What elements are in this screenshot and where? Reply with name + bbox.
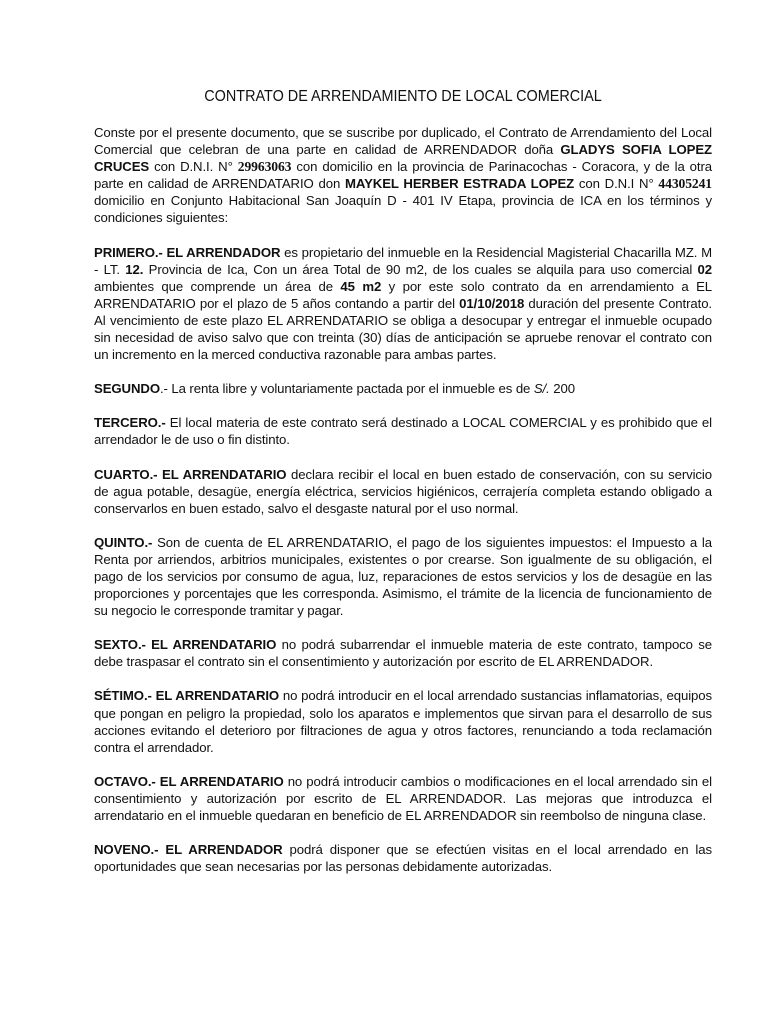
bold-run: GLADYS SOFIA LOPEZ CRUCES [94,142,712,175]
text-run: Conste por el presente documento, que se suscribe por duplicado, el Contrato de Arrendamiento del Local Comercial que celebran de una parte en calidad de ARRENDADOR doña [94,125,712,158]
bold-run: QUINTO.- [94,534,153,550]
text-run: con domicilio en la provincia de Parinacochas - Coracora, y de la otra parte en calidad de ARRENDATARIO don [94,159,713,192]
bold-run: OCTAVO.- EL ARRENDATARIO [94,773,284,789]
text-run: El local materia de este contrato será destinado a LOCAL COMERCIAL y es prohibido que el arrendador le de uso o fin distinto. [94,415,712,448]
bold-run: NOVENO.- EL ARRENDADOR [94,842,283,858]
text-run: ambientes que comprende un área de [94,278,341,294]
text-run: no podrá introducir cambios o modificaciones en el local arrendado sin el consentimiento y autorización por escrito de EL ARRENDADOR. Las mejoras que introduzca el arrendatario en el inmueble quedaran en beneficio de EL ARRENDADOR sin reembolso de ninguna clase. [94,773,712,823]
bold-run: 45 m2 [340,278,382,294]
clause-quinto [94,534,712,619]
dni-number: 29963063 [237,159,292,175]
bold-run: 01/10/2018 [459,295,525,311]
bold-run: SÉTIMO.- EL ARRENDATARIO [94,688,280,704]
document-title: CONTRATO DE ARRENDAMIENTO DE LOCAL COMERCIAL [204,88,602,105]
text-run: es propietario del inmueble en la Residencial Magisterial Chacarilla MZ. M - LT. [94,244,712,277]
text-run: domicilio en Conjunto Habitacional San Joaquín D - 401 IV Etapa, provincia de ICA en los términos y condiciones siguientes: [94,193,712,226]
text-run: 200 [549,381,575,397]
text-run: no podrá introducir en el local arrendado sustancias inflamatorias, equipos que pongan en peligro la propiedad, solo los aparatos e implementos que sirvan para el desarrollo de sus acciones evitando el deterioro por filtraciones de agua y otros factores, renunciando a toda reclamación contra el arrendador. [94,688,712,755]
italic-run: S/. [533,381,550,397]
bold-run: TERCERO.- [94,415,166,431]
text-run: podrá disponer que se efectúen visitas en el local arrendado en las oportunidades que sean necesarias por las personas debidamente autorizadas. [94,842,712,875]
text-run: con D.N.I. N° [149,159,238,175]
text-run: Provincia de Ica, Con un área Total de 90 m2, de los cuales se alquila para uso comercial [143,261,698,277]
text-run: y por este solo contrato da en arrendamiento a EL ARRENDATARIO por el plazo de 5 años contando a partir del [94,278,712,311]
bold-run: CUARTO.- EL ARRENDATARIO [94,466,287,482]
intro-paragraph [94,124,712,227]
text-run: no podrá subarrendar el inmueble materia de este contrato, tampoco se debe traspasar el contrato sin el consentimiento y autorización por escrito de EL ARRENDADOR. [94,637,712,670]
clause-segundo [94,380,712,397]
text-run: con D.N.I N° [574,176,659,192]
text-run: declara recibir el local en buen estado de conservación, con su servicio de agua potable, desagüe, energía eléctrica, servicios higiénicos, cerrajería completa estando obligado a conservarlos en buen estado, salvo el desgaste natural por el uso normal. [94,466,712,516]
dni-number: 44305241 [658,176,712,192]
clause-sexto [94,636,712,670]
clause-primero [94,244,712,364]
text-run: duración del presente Contrato. Al vencimiento de este plazo EL ARRENDATARIO se obliga a desocupar y entregar el inmueble ocupado sin necesidad de aviso salvo que con treinta (30) días de anticipación se apruebe renovar el contrato con un incremento en la merced conductiva razonable para ambas partes. [94,295,712,363]
bold-run: PRIMERO.- EL ARRENDADOR [94,244,281,260]
clause-octavo [94,773,712,824]
text-run: .- La renta libre y voluntariamente pactada por el inmueble es de [159,381,534,397]
bold-run: 12. [125,261,144,277]
bold-run: SEGUNDO [94,381,160,397]
clause-noveno [94,841,712,875]
clause-setimo [94,687,712,755]
clause-cuarto [94,466,712,517]
bold-run: MAYKEL HERBER ESTRADA LOPEZ [344,176,575,192]
bold-run: SEXTO.- EL ARRENDATARIO [94,637,277,653]
text-run: Son de cuenta de EL ARRENDATARIO, el pago de los siguientes impuestos: el Impuesto a la Renta por arriendos, arbitrios municipales, existentes o por crearse. Son igualmente de su obligación, el pago de los servicios por consumo de agua, luz, reparaciones de estos servicios y los de desagüe en las proporciones y porcentajes que les corresponda. Asimismo, el trámite de la licencia de funcionamiento de su negocio le corresponde tramitar y pagar. [94,534,712,619]
bold-run: 02 [697,261,712,277]
clause-tercero [94,414,712,448]
